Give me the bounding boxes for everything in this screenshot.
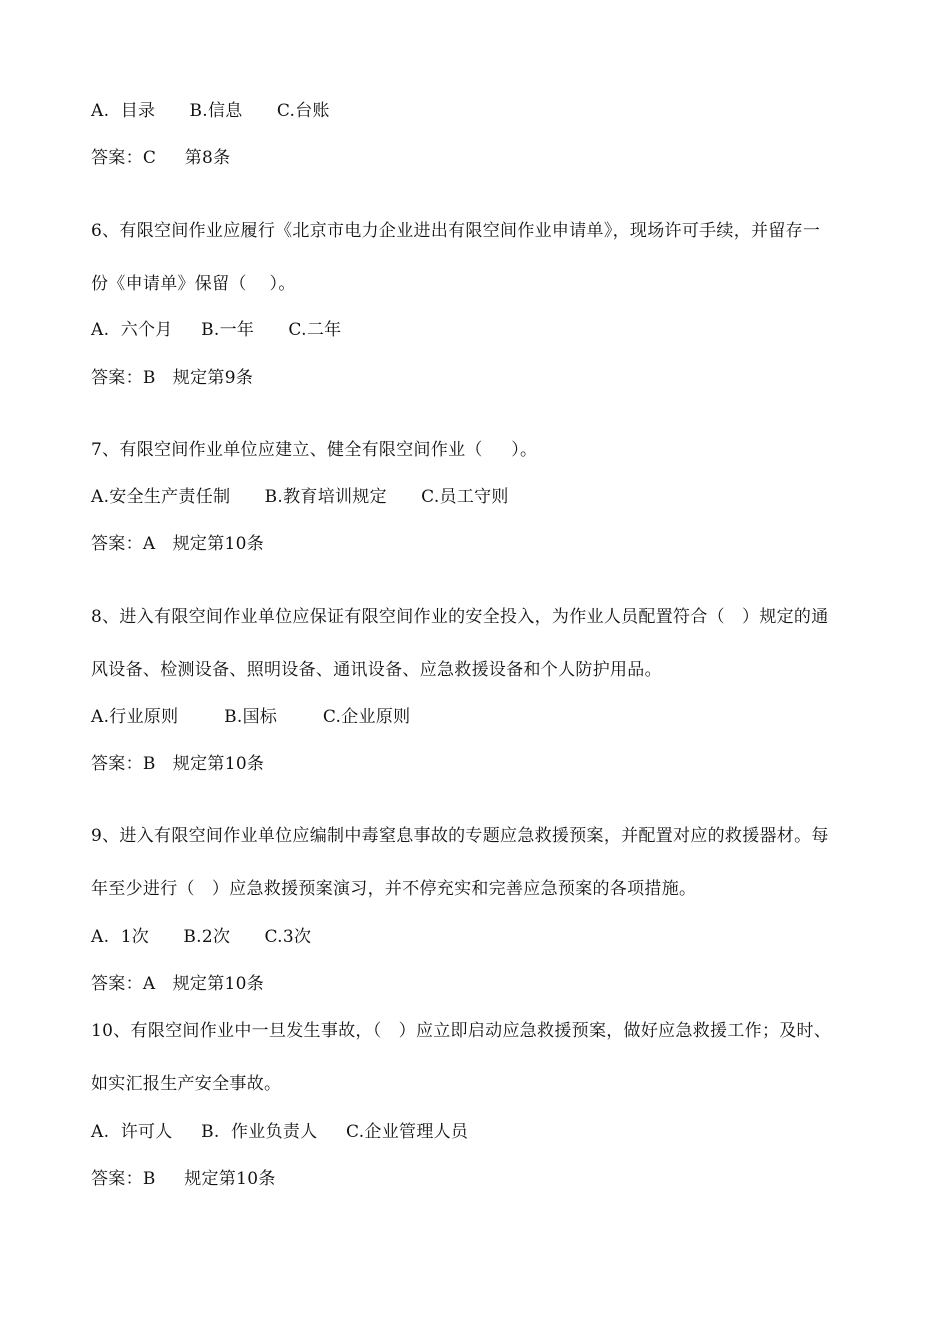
options-q6: A. 六个月 B.一年 C.二年 <box>91 320 342 340</box>
answer-q7: 答案：A 规定第10条 <box>91 534 265 554</box>
answer-q9: 答案：A 规定第10条 <box>91 974 265 994</box>
question-9-line-2: 年至少进行（ ）应急救援预案演习，并不停充实和完善应急预案的各项措施。 <box>91 879 697 899</box>
question-8-line-1: 8、进入有限空间作业单位应保证有限空间作业的安全投入，为作业人员配置符合（ ）规定的通 <box>91 607 829 627</box>
options-q8: A.行业原则 B.国标 C.企业原则 <box>91 707 411 727</box>
question-8-line-2: 风设备、检测设备、照明设备、通讯设备、应急救援设备和个人防护用品。 <box>91 660 662 680</box>
question-6-line-2: 份《申请单》保留（ ）。 <box>91 274 296 294</box>
options-q10: A. 许可人 B. 作业负责人 C.企业管理人员 <box>91 1122 469 1142</box>
answer-q10: 答案：B 规定第10条 <box>91 1169 276 1189</box>
question-10-line-1: 10、有限空间作业中一旦发生事故，（ ）应立即启动应急救援预案，做好应急救援工作；及时、 <box>91 1021 832 1041</box>
answer-q8: 答案：B 规定第10条 <box>91 754 265 774</box>
question-6-line-1: 6、有限空间作业应履行《北京市电力企业进出有限空间作业申请单》，现场许可手续，并留存一 <box>91 221 821 241</box>
options-q5: A. 目录 B.信息 C.台账 <box>91 101 330 121</box>
options-q7: A.安全生产责任制 B.教育培训规定 C.员工守则 <box>91 487 509 507</box>
options-q9: A. 1次 B.2次 C.3次 <box>91 927 312 947</box>
answer-q6: 答案：B 规定第9条 <box>91 368 254 388</box>
question-7: 7、有限空间作业单位应建立、健全有限空间作业（ ）。 <box>91 440 538 460</box>
question-10-line-2: 如实汇报生产安全事故。 <box>91 1074 282 1094</box>
answer-q5: 答案：C 第8条 <box>91 148 231 168</box>
question-9-line-1: 9、进入有限空间作业单位应编制中毒窒息事故的专题应急救援预案，并配置对应的救援器材。每 <box>91 826 829 846</box>
